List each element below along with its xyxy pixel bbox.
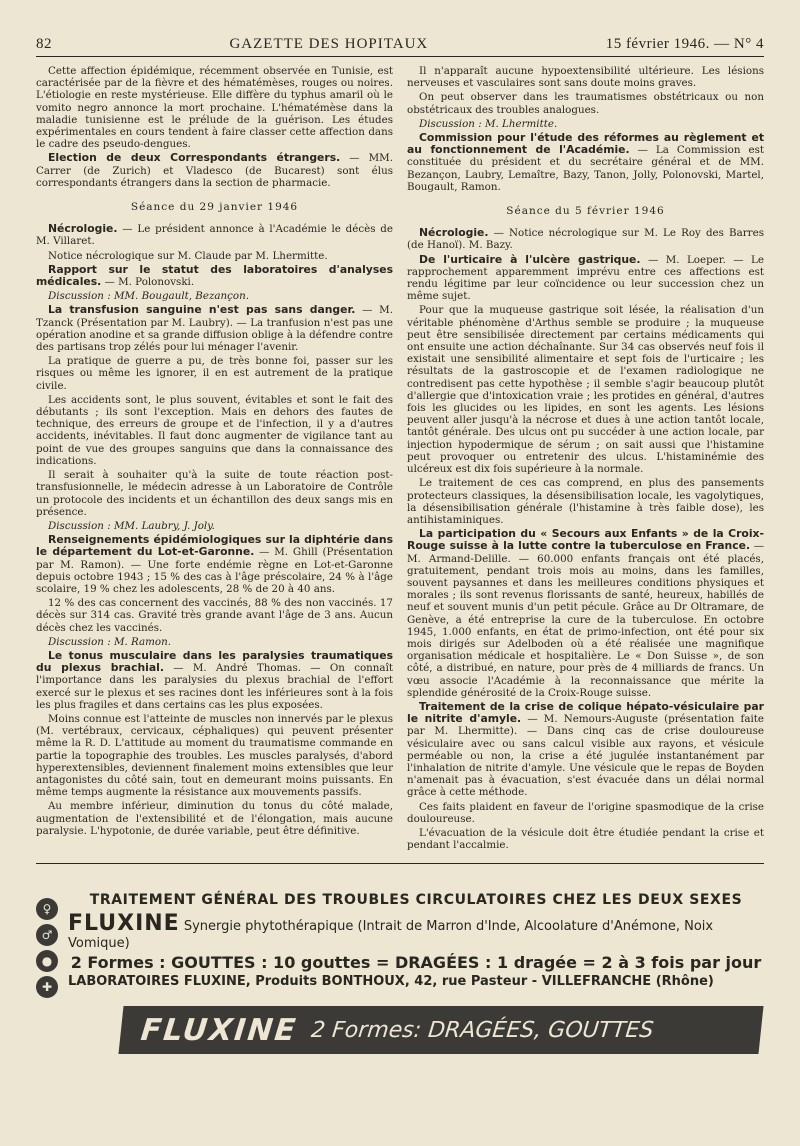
pill-icon: ● <box>36 950 58 972</box>
paragraph: Au membre inférieur, diminution du tonus du côté malade, augmentation de l'extensibilité et de l'élongation, mais aucune paralysie. L'hypotonie, de durée variable, peut être définitive. <box>36 800 393 837</box>
paragraph <box>36 534 393 595</box>
paragraph: On peut observer dans les traumatismes obstétricaux ou non obstétricaux des troubles analogues. <box>407 91 764 116</box>
article-columns <box>36 65 764 853</box>
gender-icon: ♀ <box>36 898 58 920</box>
session-heading: Séance du 5 février 1946 <box>506 205 665 218</box>
section-heading: De l'urticaire à l'ulcère gastrique. <box>419 252 641 266</box>
paragraph: Le traitement de ces cas comprend, en plus des pansements protecteurs classiques, la désensibilisation locale, les vagolytiques, la désensibilisation générale (l'histamine à très faible dose), les antihistaminiques. <box>407 477 764 526</box>
advertisement <box>36 892 764 998</box>
paragraph-text: — Le président annonce à l'Académie le décès de M. Villaret. <box>36 223 393 248</box>
paragraph: Cette affection épidémique, récemment observée en Tunisie, est caractérisée par de la fièvre et des hématémèses, rouges ou noires. L'étiologie en reste mystérieuse. Elle diffère du typhus amaril où le vomito negro annonce la mort prochaine. L'hématémèse dans la maladie tunisienne est le prélude de la guérison. Les études expérimentales en cours tendent à faire classer cette affection dans le cadre des pseudo-dengues. <box>36 65 393 151</box>
page-header <box>36 36 764 57</box>
paragraph <box>36 264 393 288</box>
ad-text <box>68 892 764 989</box>
section-heading: Le tonus musculaire dans les paralysies traumatiques du plexus brachial. <box>36 648 393 675</box>
section-heading: La transfusion sanguine n'est pas sans danger. <box>48 303 356 317</box>
discussion: Discussion : MM. Bougault, Bezançon. <box>48 290 250 303</box>
paragraph <box>36 152 393 189</box>
paragraph: 12 % des cas concernent des vaccinés, 88 % des non vaccinés. 17 décès sur 314 cas. Gravité très grande avant l'âge de 3 ans. Aucun décès chez les vaccinés. <box>36 597 393 634</box>
section-heading: Rapport sur le statut des laboratoires d'analyses médicales. <box>36 262 393 289</box>
paragraph-text: — M. Nemours-Auguste (présentation faite par M. Lhermitte). — Dans cinq cas de crise douloureuse vésiculaire avec ou sans calcul visible aux rayons, et vésicule perméable ou non, la crise a été jugulée instantanément par l'inhalation de nitrite d'amyle. Une vésicule que le repas de Boyden n'amenait pas à évacuation, s'est évacuée dans un délai normal grâce à cette méthode. <box>407 713 764 799</box>
ad-laboratory: LABORATOIRES FLUXINE, Produits BONTHOUX, 42, rue Pasteur - VILLEFRANCHE (Rhône) <box>68 974 714 990</box>
paragraph-text: — M. Tzanck (Présentation par M. Laubry). — La tranfusion n'est pas une opération anodine et sa grande diffusion oblige à la défendre contre des partisans trop zélés pour lui ménager l'avenir. <box>36 304 393 354</box>
ad-composition <box>68 911 764 951</box>
paragraph: Moins connue est l'atteinte de muscles non innervés par le plexus (M. vertébraux, cervicaux, céphaliques) qui peuvent présenter même la R. D. L'attitude au moment du traumatisme commande en partie la topographie des troubles. Les muscles paralysés, d'abord hyperextensibles, deviennent finalement moins extensibles que leur antagonistes du côté sain, tout en demeurant moins puissants. En même temps augmente la résistance aux mouvements passifs. <box>36 712 393 799</box>
paragraph-text: — M. Ghill (Présentation par M. Ramon). — Une forte endémie règne en Lot-et-Garonne depuis octobre 1943 ; 15 % des cas à l'âge préscolaire, 24 % à l'âge scolaire, 19 % chez les adolescents, 28 % de 20 à 40 ans. <box>36 546 393 595</box>
page-number: 82 <box>36 36 52 52</box>
discussion: Discussion : MM. Laubry, J. Joly. <box>48 519 215 532</box>
paragraph-text: — La Commission est constituée du président et du secrétaire général et de MM. Bezançon, Laubry, Lemaître, Bazy, Tanon, Jolly, Polonovski, Martel, Bougault, Ramon. <box>407 144 764 193</box>
paragraph-text: — M. Armand-Delille. — 60.000 enfants français ont été placés, gratuitement, pendant trois mois au moins, dans les familles, souvent paysannes et dans les meilleures conditions physiques et morales ; ils sont revenus florissants de santé, heureux, habillés de neuf et souvent munis d'un petit pécule. Grâce au Dr Oltramare, de Genève, a été entreprise la cure de la tuberculose. En octobre 1945, 1.000 enfants, en état de primo-infection, ont été pour six mois dirigés sur Adelboden où a été réalisée une magnifique organisation médicale et hospitalière. Le « Don Suisse », de son côté, a distribué, en nature, pour près de 4 milliards de francs. Un vœu associe l'Académie à la reconnaissance que mérite la splendide générosité de la Croix-Rouge suisse. <box>407 540 765 699</box>
ad-headline: TRAITEMENT GÉNÉRAL DES TROUBLES CIRCULATOIRES CHEZ LES DEUX SEXES <box>89 892 743 909</box>
section-heading: Nécrologie. <box>48 222 118 236</box>
journal-title: GAZETTE DES HOPITAUX <box>229 36 429 52</box>
ad-banner <box>118 1006 763 1054</box>
paragraph <box>36 304 393 353</box>
paragraph: Ces faits plaident en faveur de l'origine spasmodique de la crise douloureuse. <box>407 800 764 825</box>
banner-brand: FLUXINE <box>139 1012 300 1048</box>
paragraph <box>407 528 764 699</box>
section-heading: Nécrologie. <box>419 226 489 240</box>
paragraph <box>407 227 764 251</box>
paragraph <box>407 132 764 193</box>
paragraph: Il n'apparaît aucune hypoextensibilité ultérieure. Les lésions nerveuses et vasculaires sont sans doute moins graves. <box>407 65 764 90</box>
paragraph-text: — M. André Thomas. — On connaît l'importance dans les paralysies du plexus brachial de l'effort exercé sur le plexus et ses racines dont les inférieures sont à la fois les plus fragiles et dans certains cas les plus exposées. <box>36 662 394 711</box>
lab-icon: ✚ <box>36 976 58 998</box>
issue-date: 15 février 1946. — N° 4 <box>605 36 764 52</box>
paragraph-text: — MM. Carrer (de Zurich) et Vladesco (de Bucarest) sont élus correspondants étrangers dans la section de pharmacie. <box>36 152 393 189</box>
section-heading: Commission pour l'étude des réformes au règlement et au fonctionnement de l'Académie. <box>407 131 764 157</box>
right-column <box>407 65 764 853</box>
paragraph-text: — Notice nécrologique sur M. Le Roy des Barres (de Hanoï). M. Bazy. <box>407 227 764 252</box>
paragraph <box>36 650 393 711</box>
paragraph <box>407 701 764 799</box>
left-column <box>36 65 393 853</box>
ad-composition-text: Synergie phytothérapique (Intrait de Marron d'Inde, Alcoolature d'Anémone, Noix Vomique) <box>68 919 714 952</box>
gender-icon: ♂ <box>36 924 58 946</box>
divider <box>36 863 764 864</box>
paragraph-text: — M. Loeper. — Le rapprochement apparemment imprévu entre ces affections est rendu légitime par leur coïncidence ou leur succession chez un même sujet. <box>407 253 764 303</box>
discussion: Discussion : M. Ramon. <box>48 635 172 648</box>
section-heading: La participation du « Secours aux Enfants » de la Croix-Rouge suisse à la lutte contre la tuberculose en France. <box>407 527 764 553</box>
section-heading: Election de deux Correspondants étrangers. <box>48 151 341 165</box>
ad-icons <box>36 898 58 998</box>
paragraph: Pour que la muqueuse gastrique soit lésée, la réalisation d'un véritable phénomène d'Arthus semble se produire ; la muqueuse peut être sensibilisée directement par certains médicaments qui ont ensuite une action déchaînante. Sur 34 cas observés neuf fois il existait une sensibilité alimentaire et sept fois de l'urticaire ; les résultats de la gastroscopie et de l'examen radiologique ne contredisent pas cette hypothèse ; il semble s'agir beaucoup plutôt d'allergie que d'intoxication vraie ; les protides en général, d'autres fois les glucides ou les lipides, en sont les agents. Les lésions peuvent aller jusqu'à la nécrose et dues à une action tantôt locale, tantôt générale. Des ulcus ont pu succéder à une action locale, par injection hypodermique de sérum ; on sait aussi que l'histamine peut provoquer ou entretenir des ulcus. L'histaminémie des ulcéreux est dix fois supérieure à la normale. <box>407 304 764 476</box>
paragraph-text: — M. Polonovski. <box>101 276 195 289</box>
discussion: Discussion : M. Lhermitte. <box>419 117 558 130</box>
paragraph: Il serait à souhaiter qu'à la suite de toute réaction post-transfusionnelle, le médecin adresse à un Laboratoire de Contrôle un protocole des incidents et un échantillon des deux sangs mis en présence. <box>36 469 393 518</box>
banner-forms: 2 Formes: DRAGÉES, GOUTTES <box>309 1017 655 1043</box>
paragraph: L'évacuation de la vésicule doit être étudiée pendant la crise et pendant l'accalmie. <box>407 826 764 852</box>
paragraph: Notice nécrologique sur M. Claude par M. Lhermitte. <box>48 249 328 262</box>
session-heading: Séance du 29 janvier 1946 <box>130 201 299 214</box>
paragraph: La pratique de guerre a pu, de très bonne foi, passer sur les risques ou même les ignorer, il en est autrement de la pratique civile. <box>36 355 393 392</box>
paragraph <box>407 254 764 303</box>
ad-brand: FLUXINE <box>68 911 180 937</box>
section-heading: Traitement de la crise de colique hépato-vésiculaire par le nitrite d'amyle. <box>407 699 764 726</box>
paragraph <box>36 223 393 247</box>
ad-dosage: 2 Formes : GOUTTES : 10 gouttes = DRAGÉES : 1 dragée = 2 à 3 fois par jour <box>70 953 762 973</box>
paragraph: Les accidents sont, le plus souvent, évitables et sont le fait des débutants ; ils sont l'exception. Mais en dehors des fautes de technique, des erreurs de groupe et de l'infection, il y a d'autres accidents, inévitables. Il faut donc augmenter de vigilance tant au point de vue des groupes sanguins que dans la connaissance des indications. <box>36 393 393 467</box>
section-heading: Renseignements épidémiologiques sur la diphtérie dans le département du Lot-et-Garonne. <box>36 533 393 559</box>
